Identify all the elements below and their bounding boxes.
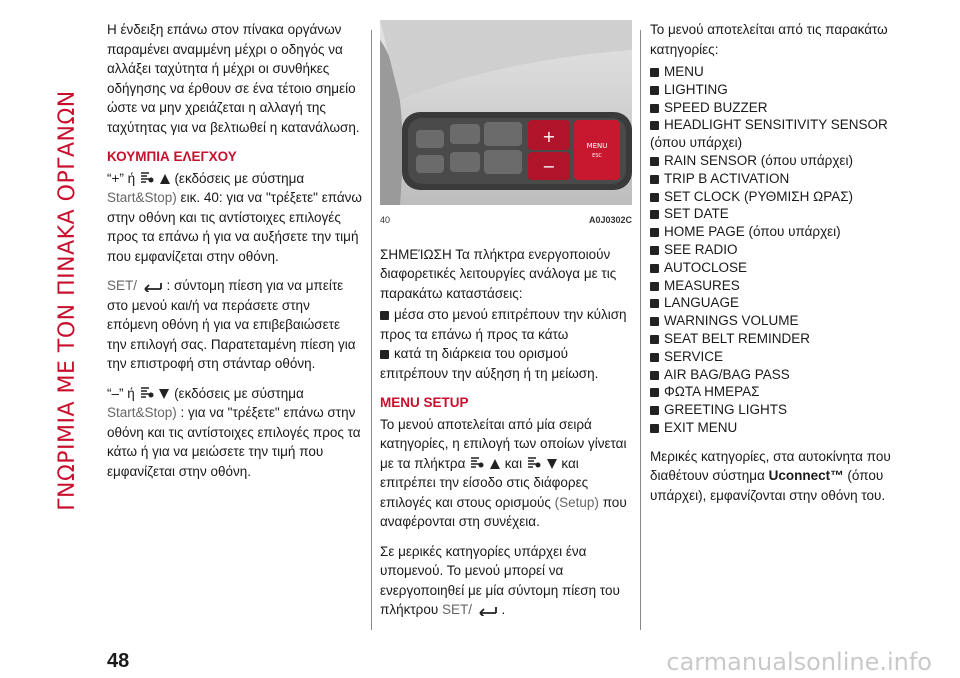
checkbox-bullet-icon: [650, 335, 659, 344]
note-paragraph: ΣΗΜΕΊΩΣΗ Τα πλήκτρα ενεργοποιούν διαφορετικές λειτουργίες ανάλογα με τις παρακάτω καταστάσεις:: [380, 246, 617, 301]
list-item: HEADLIGHT SENSITIVITY SENSOR (όπου υπάρχει): [650, 117, 888, 151]
checkbox-bullet-icon: [650, 317, 659, 326]
checkbox-bullet-icon: [650, 371, 659, 380]
list-item: RAIN SENSOR (όπου υπάρχει): [650, 152, 905, 170]
checkbox-bullet-icon: [650, 86, 659, 95]
shift-indicator-icon: [139, 386, 155, 400]
page-number: 48: [107, 650, 130, 672]
figure-number: 40: [380, 215, 391, 225]
list-item: MENU: [650, 63, 905, 81]
column-divider-1: [371, 30, 372, 630]
return-arrow-icon: [476, 604, 498, 616]
checkbox-bullet-icon: [650, 68, 659, 77]
triangle-up-icon: [489, 458, 501, 470]
checkbox-bullet-icon: [650, 157, 659, 166]
list-item: SERVICE: [650, 348, 905, 366]
list-item: WARNINGS VOLUME: [650, 312, 905, 330]
list-item: EXIT MENU: [650, 419, 905, 437]
list-item: κατά τη διάρκεια του ορισμού επιτρέπουν την αύξηση ή τη μείωση.: [380, 346, 599, 381]
checkbox-bullet-icon: [380, 350, 389, 359]
checkbox-bullet-icon: [650, 406, 659, 415]
shift-indicator-icon: [526, 456, 542, 470]
svg-text:−: −: [542, 157, 556, 176]
minus-button-paragraph: “–” ή (εκδόσεις με σύστημα Start&Stop) : για να "τρέξετε" επάνω στην οθόνη και τις αντίστοιχες επιλογές προς τα κάτω ή για να μειώσετε την τιμή που εμφανίζεται στην οθόνη.: [107, 385, 361, 479]
menu-categories-list: [650, 63, 905, 437]
watermark-text: carmanualsonline.info: [666, 648, 932, 676]
shift-indicator-icon: [469, 456, 485, 470]
checkbox-bullet-icon: [650, 424, 659, 433]
list-item: AIR BAG/BAG PASS: [650, 366, 905, 384]
list-item: SET CLOCK (ΡΥΘΜΙΣΗ ΩΡΑΣ): [650, 188, 905, 206]
list-item: SEE RADIO: [650, 241, 905, 259]
figure-caption: [380, 211, 632, 231]
list-item: LANGUAGE: [650, 294, 905, 312]
checkbox-bullet-icon: [650, 264, 659, 273]
checkbox-bullet-icon: [650, 388, 659, 397]
list-item: TRIP B ACTIVATION: [650, 170, 905, 188]
column-divider-2: [640, 30, 641, 630]
return-arrow-icon: [141, 280, 163, 292]
uconnect-paragraph: Μερικές κατηγορίες, στα αυτοκίνητα που διαθέτουν σύστημα Uconnect™ (όπου υπάρχει), εμφανίζονται στην οθόνη του.: [650, 448, 891, 503]
triangle-down-icon: [546, 458, 558, 470]
triangle-up-icon: [159, 173, 171, 185]
section-heading-menu-setup: MENU SETUP: [380, 395, 469, 410]
set-button-paragraph: SET/ : σύντομη πίεση για να μπείτε στο μενού και/ή να περάσετε στην επόμενη οθόνη ή για να επιβεβαιώσετε την επιλογή σας. Παρατεταμένη πίεση για την επιστροφή στη στάνταρ οθόνη.: [107, 278, 356, 371]
list-item: μέσα στο μενού επιτρέπουν την κύλιση προς τα επάνω ή προς τα κάτω: [380, 307, 627, 342]
list-item: GREETING LIGHTS: [650, 401, 905, 419]
svg-text:+: +: [542, 127, 556, 146]
shift-indicator-icon: [139, 171, 155, 185]
note-bullets: [380, 305, 632, 383]
chapter-title: ΓΝΩΡΙΜΙΑ ΜΕ ΤΟΝ ΠΙΝΑΚΑ ΟΡΓΑΝΩΝ: [54, 89, 80, 511]
menu-button-label: MENU: [586, 142, 608, 150]
side-chapter-tab: [52, 20, 82, 580]
figure-code: A0J0302C: [588, 215, 632, 225]
list-item: SET DATE: [650, 205, 905, 223]
esc-button-label: ESC: [592, 153, 602, 159]
menu-setup-paragraph: Το μενού αποτελείται από μία σειρά κατηγορίες, η επιλογή των οποίων γίνεται με τα πλήκτρα και και επιτρέπει την είσοδο στις διάφορες επιλογές και στους ορισμούς (Setup) που αναφέρονται στη συνέχεια.: [380, 416, 627, 529]
submenu-paragraph: Σε μερικές κατηγορίες υπάρχει ένα υπομενού. Το μενού μπορεί να ενεργοποιηθεί με μία σύντομη πίεση του πλήκτρου SET/ .: [380, 543, 620, 617]
plus-button-paragraph: “+” ή (εκδόσεις με σύστημα Start&Stop) εικ. 40: για να "τρέξετε" επάνω στην οθόνη και τις αντίστοιχες επιλογές προς τα επάνω ή για να αυξήσετε την τιμή που εμφανίζεται στην οθόνη.: [107, 170, 362, 264]
list-item: MEASURES: [650, 277, 905, 295]
list-item: HOME PAGE (όπου υπάρχει): [650, 223, 905, 241]
list-item: LIGHTING: [650, 81, 905, 99]
checkbox-bullet-icon: [650, 193, 659, 202]
list-item: ΦΩΤΑ ΗΜΕΡΑΣ: [650, 383, 905, 401]
checkbox-bullet-icon: [650, 175, 659, 184]
intro-paragraph: Η ένδειξη επάνω στον πίνακα οργάνων παραμένει αναμμένη μέχρι ο οδηγός να αλλάξει ταχύτητα ή μέχρι οι συνθήκες οδήγησης να έρθουν σε ένα τέτοιο σημείο ώστε να μην χρειάζεται η αλλαγή της ταχύτητας για να βελτιωθεί η κατανάλωση.: [107, 22, 360, 135]
column-1: [107, 20, 362, 491]
checkbox-bullet-icon: [650, 210, 659, 219]
checkbox-bullet-icon: [380, 311, 389, 320]
column-2: [380, 20, 632, 630]
checkbox-bullet-icon: [650, 228, 659, 237]
list-item: SPEED BUZZER: [650, 99, 905, 117]
checkbox-bullet-icon: [650, 282, 659, 291]
steering-wheel-buttons-illustration: [380, 20, 632, 205]
section-heading-control-buttons: ΚΟΥΜΠΙΑ ΕΛΕΓΧΟΥ: [107, 149, 237, 164]
triangle-down-icon: [158, 388, 170, 400]
list-item: SEAT BELT REMINDER: [650, 330, 905, 348]
checkbox-bullet-icon: [650, 104, 659, 113]
checkbox-bullet-icon: [650, 246, 659, 255]
checkbox-bullet-icon: [650, 121, 659, 130]
categories-intro: Το μενού αποτελείται από τις παρακάτω κατηγορίες:: [650, 22, 888, 57]
list-item: AUTOCLOSE: [650, 259, 905, 277]
column-3: [650, 20, 905, 515]
checkbox-bullet-icon: [650, 353, 659, 362]
figure-steering-buttons: [380, 20, 632, 205]
checkbox-bullet-icon: [650, 299, 659, 308]
